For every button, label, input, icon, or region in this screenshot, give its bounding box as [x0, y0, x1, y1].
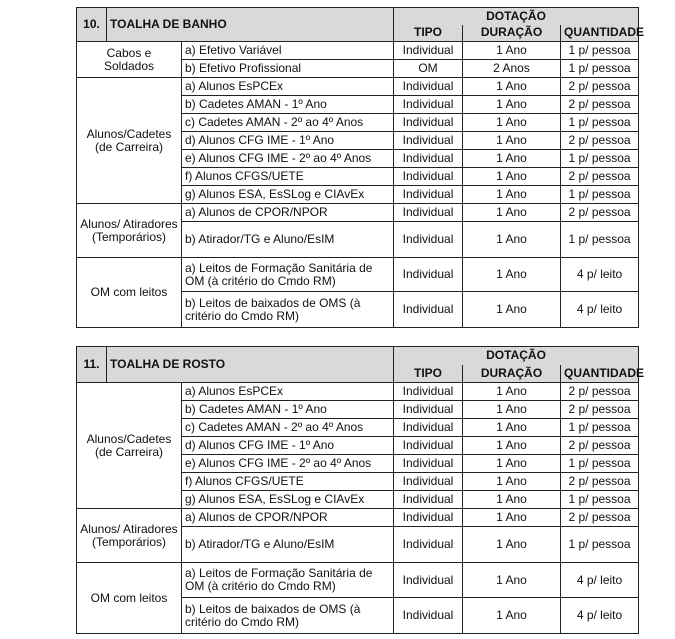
quantidade-cell: 2 p/ pessoa: [561, 473, 639, 491]
quantidade-cell: 2 p/ pessoa: [561, 383, 639, 401]
duracao-cell: 1 Ano: [463, 401, 561, 419]
section-title: TOALHA DE BANHO: [107, 8, 394, 42]
item-cell: f) Alunos CFGS/UETE: [182, 168, 394, 186]
item-cell: a) Leitos de Formação Sanitária de OM (à critério do Cmdo RM): [182, 563, 394, 598]
tipo-cell: Individual: [394, 455, 463, 473]
tipo-cell: Individual: [394, 598, 463, 634]
quantidade-cell: 2 p/ pessoa: [561, 401, 639, 419]
section-number: 11.: [77, 347, 107, 383]
table-row: [77, 204, 639, 222]
table-row: [77, 383, 639, 401]
header-row: [77, 8, 639, 25]
group-label: OM com leitos: [77, 563, 182, 634]
tipo-cell: Individual: [394, 96, 463, 114]
table-row: [77, 509, 639, 527]
header-duracao: DURAÇÃO: [463, 365, 561, 383]
item-cell: a) Alunos EsPCEx: [182, 78, 394, 96]
tipo-cell: Individual: [394, 168, 463, 186]
duracao-cell: 1 Ano: [463, 473, 561, 491]
quantidade-cell: 1 p/ pessoa: [561, 527, 639, 563]
item-cell: g) Alunos ESA, EsSLog e CIAvEx: [182, 186, 394, 204]
tipo-cell: Individual: [394, 258, 463, 292]
table-body: [77, 347, 644, 634]
item-cell: b) Atirador/TG e Aluno/EsIM: [182, 222, 394, 258]
tipo-cell: Individual: [394, 563, 463, 598]
duracao-cell: 1 Ano: [463, 96, 561, 114]
tipo-cell: Individual: [394, 186, 463, 204]
tipo-cell: Individual: [394, 132, 463, 150]
group-label: OM com leitos: [77, 258, 182, 328]
header-row: [77, 347, 639, 365]
quantidade-cell: 4 p/ leito: [561, 563, 639, 598]
tipo-cell: Individual: [394, 473, 463, 491]
tipo-cell: Individual: [394, 383, 463, 401]
quantidade-cell: 1 p/ pessoa: [561, 114, 639, 132]
quantidade-cell: 1 p/ pessoa: [561, 419, 639, 437]
header-quantidade: QUANTIDADE: [561, 25, 639, 42]
item-cell: b) Leitos de baixados de OMS (à critério do Cmdo RM): [182, 292, 394, 328]
duracao-cell: 1 Ano: [463, 222, 561, 258]
item-cell: e) Alunos CFG IME - 2º ao 4º Anos: [182, 455, 394, 473]
item-cell: b) Efetivo Profissional: [182, 60, 394, 78]
item-cell: d) Alunos CFG IME - 1º Ano: [182, 132, 394, 150]
duracao-cell: 1 Ano: [463, 383, 561, 401]
table-row: [77, 563, 639, 598]
header-quantidade: QUANTIDADE: [561, 365, 639, 383]
duracao-cell: 1 Ano: [463, 455, 561, 473]
group-label: Cabos e Soldados: [77, 42, 182, 78]
quantidade-cell: 2 p/ pessoa: [561, 437, 639, 455]
item-cell: f) Alunos CFGS/UETE: [182, 473, 394, 491]
item-cell: c) Cadetes AMAN - 2º ao 4º Anos: [182, 114, 394, 132]
duracao-cell: 1 Ano: [463, 491, 561, 509]
duracao-cell: 1 Ano: [463, 42, 561, 60]
group-label: Alunos/Cadetes (de Carreira): [77, 383, 182, 509]
duracao-cell: 1 Ano: [463, 509, 561, 527]
item-cell: a) Alunos EsPCEx: [182, 383, 394, 401]
tipo-cell: Individual: [394, 222, 463, 258]
item-cell: b) Leitos de baixados de OMS (à critério do Cmdo RM): [182, 598, 394, 634]
duracao-cell: 1 Ano: [463, 78, 561, 96]
tipo-cell: Individual: [394, 527, 463, 563]
table-row: [77, 42, 639, 60]
header-tipo: TIPO: [394, 365, 463, 383]
tipo-cell: Individual: [394, 401, 463, 419]
duracao-cell: 1 Ano: [463, 150, 561, 168]
header-dotacao: DOTAÇÃO: [394, 347, 639, 365]
tipo-cell: Individual: [394, 419, 463, 437]
tipo-cell: Individual: [394, 292, 463, 328]
header-duracao: DURAÇÃO: [463, 25, 561, 42]
tipo-cell: Individual: [394, 150, 463, 168]
quantidade-cell: 1 p/ pessoa: [561, 60, 639, 78]
duracao-cell: 1 Ano: [463, 258, 561, 292]
item-cell: b) Atirador/TG e Aluno/EsIM: [182, 527, 394, 563]
quantidade-cell: 2 p/ pessoa: [561, 132, 639, 150]
item-cell: b) Cadetes AMAN - 1º Ano: [182, 96, 394, 114]
tipo-cell: Individual: [394, 78, 463, 96]
quantidade-cell: 1 p/ pessoa: [561, 186, 639, 204]
item-cell: e) Alunos CFG IME - 2º ao 4º Anos: [182, 150, 394, 168]
duracao-cell: 1 Ano: [463, 204, 561, 222]
tipo-cell: Individual: [394, 204, 463, 222]
quantidade-cell: 1 p/ pessoa: [561, 491, 639, 509]
quantidade-cell: 2 p/ pessoa: [561, 204, 639, 222]
duracao-cell: 1 Ano: [463, 419, 561, 437]
item-cell: g) Alunos ESA, EsSLog e CIAvEx: [182, 491, 394, 509]
group-label: Alunos/Cadetes (de Carreira): [77, 78, 182, 204]
quantidade-cell: 4 p/ leito: [561, 258, 639, 292]
duracao-cell: 1 Ano: [463, 292, 561, 328]
section-number: 10.: [77, 8, 107, 42]
group-label: Alunos/ Atiradores (Temporários): [77, 204, 182, 258]
item-cell: c) Cadetes AMAN - 2º ao 4º Anos: [182, 419, 394, 437]
quantidade-cell: 1 p/ pessoa: [561, 222, 639, 258]
duracao-cell: 1 Ano: [463, 132, 561, 150]
tipo-cell: Individual: [394, 509, 463, 527]
tipo-cell: Individual: [394, 437, 463, 455]
table-toalha-banho: [76, 7, 645, 328]
duracao-cell: 1 Ano: [463, 563, 561, 598]
header-tipo: TIPO: [394, 25, 463, 42]
section-title: TOALHA DE ROSTO: [107, 347, 394, 383]
tipo-cell: OM: [394, 60, 463, 78]
quantidade-cell: 4 p/ leito: [561, 598, 639, 634]
tipo-cell: Individual: [394, 114, 463, 132]
duracao-cell: 1 Ano: [463, 598, 561, 634]
duracao-cell: 1 Ano: [463, 527, 561, 563]
tipo-cell: Individual: [394, 491, 463, 509]
quantidade-cell: 2 p/ pessoa: [561, 168, 639, 186]
group-label: Alunos/ Atiradores (Temporários): [77, 509, 182, 563]
table-row: [77, 78, 639, 96]
quantidade-cell: 1 p/ pessoa: [561, 455, 639, 473]
quantidade-cell: 4 p/ leito: [561, 292, 639, 328]
quantidade-cell: 2 p/ pessoa: [561, 78, 639, 96]
table-toalha-rosto: [76, 346, 644, 634]
item-cell: a) Alunos de CPOR/NPOR: [182, 509, 394, 527]
item-cell: b) Cadetes AMAN - 1º Ano: [182, 401, 394, 419]
duracao-cell: 1 Ano: [463, 168, 561, 186]
header-dotacao: DOTAÇÃO: [394, 8, 639, 25]
quantidade-cell: 1 p/ pessoa: [561, 150, 639, 168]
table-body: [77, 8, 645, 328]
quantidade-cell: 1 p/ pessoa: [561, 42, 639, 60]
table-row: [77, 258, 639, 292]
item-cell: a) Leitos de Formação Sanitária de OM (à critério do Cmdo RM): [182, 258, 394, 292]
duracao-cell: 1 Ano: [463, 114, 561, 132]
duracao-cell: 2 Anos: [463, 60, 561, 78]
quantidade-cell: 2 p/ pessoa: [561, 96, 639, 114]
item-cell: d) Alunos CFG IME - 1º Ano: [182, 437, 394, 455]
quantidade-cell: 2 p/ pessoa: [561, 509, 639, 527]
tipo-cell: Individual: [394, 42, 463, 60]
duracao-cell: 1 Ano: [463, 186, 561, 204]
item-cell: a) Efetivo Variável: [182, 42, 394, 60]
duracao-cell: 1 Ano: [463, 437, 561, 455]
item-cell: a) Alunos de CPOR/NPOR: [182, 204, 394, 222]
